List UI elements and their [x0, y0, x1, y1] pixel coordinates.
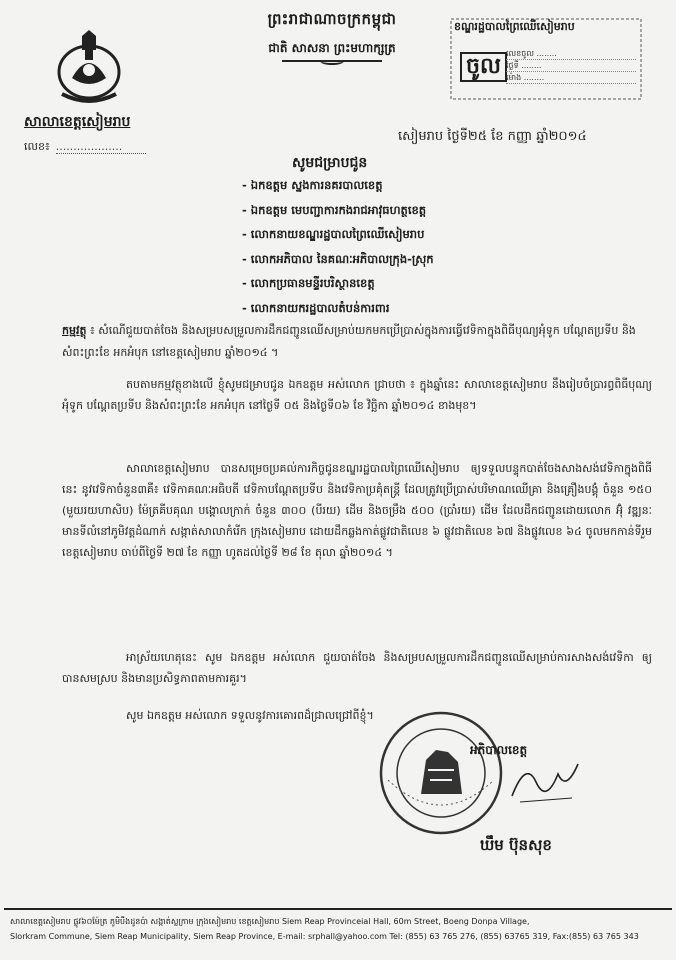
receipt-stamp-field: ម៉ោង ........ [506, 72, 636, 84]
footer-line: សាលាខេត្តសៀមរាប ផ្លូវ៦០ម៉ែត្រ ភូមិបឹងដូនប៉ា សង្កាត់ស្លក្រាម ក្រុងសៀមរាប ខេត្តសៀមរាប Siem Reap Provinceial Hall, 60m Street, Boeng Donpa Village, [10, 917, 530, 926]
recipient-item: - លោកនាយករដ្ឋបាលតំបន់ការពារ [242, 300, 390, 315]
subject-line: កម្មវត្ថុ ៖ សំណើជួយបាត់ចែង និងសម្របសម្រួលការដឹកជញ្ជូនឈើសម្រាប់យកមកប្រើប្រាស់ក្នុងការធ្វើវេទិកាក្នុងពិធីបុណ្យអុំទូក បណ្តែតប្រទីប និងសំពះព្រះខែ អកអំបុក នៅខេត្តសៀមរាប ឆ្នាំ២០១៤ ។ [62, 324, 636, 359]
subject-text: សំណើជួយបាត់ចែង និងសម្របសម្រួលការដឹកជញ្ជូនឈើសម្រាប់យកមកប្រើប្រាស់ក្នុងការធ្វើវេទិកាក្នុងពិធីបុណ្យអុំទូក បណ្តែតប្រទីប និងសំពះព្រះខែ អកអំបុក នៅខេត្តសៀមរាប ឆ្នាំ២០១៤ ។ [62, 324, 636, 359]
recipients-list [242, 174, 434, 321]
receipt-stamp-fields [506, 48, 636, 84]
recipient-item: - លោកប្រធានមន្ទីរបរិស្ថានខេត្ត [242, 276, 375, 290]
subject-label: កម្មវត្ថុ [62, 324, 87, 337]
receipt-stamp-field: ថ្ងៃទី ........ [506, 60, 636, 72]
letter-date: សៀមរាប ថ្ងៃទី២៥ ខែ កញ្ញា ឆ្នាំ២០១៤ [398, 129, 587, 144]
recipient-item: - ឯកឧត្តម ស្នងការនគរបាលខេត្ត [242, 178, 383, 192]
footer-line: Slorkram Commune, Siem Reap Municipality, Siem Reap Province, E-mail: srphall@yahoo.com Tel: (855) 63 765 276, (855) 63765 319, Fax:(855) 63 765 343 [10, 932, 639, 941]
body-paragraph: អាស្រ័យហេតុនេះ សូម ឯកឧត្តម អស់លោក ជួយបាត់ចែង និងសម្របសម្រួលការដឹកជញ្ជូនឈើសម្រាប់ការសាងសង់វេទិកា ឲ្យបានសមស្រប និងមានប្រសិទ្ធភាពតាមការគួរ។ [62, 651, 652, 685]
recipient-item: - លោកអភិបាល នៃគណៈអភិបាលក្រុង-ស្រុក [242, 251, 434, 266]
issuer-name: សាលាខេត្តសៀមរាប [24, 114, 131, 130]
receipt-stamp-label: ចូល [460, 52, 507, 82]
signatory-name: ឃឹម ប៊ុនសុខ [480, 836, 552, 854]
closing-paragraph: សូម ឯកឧត្តម អស់លោក ទទួលនូវការគោរពដ៏ជ្រាលជ្រៅពីខ្ញុំ។ [126, 709, 374, 722]
provincial-emblem [52, 28, 126, 106]
recipients-heading: សូមជម្រាបជូន [292, 155, 368, 171]
body-paragraph: សាលាខេត្តសៀមរាប បានសម្រេចប្រគល់ការកិច្ចជូនខណ្ឌរដ្ឋបាលព្រៃឈើសៀមរាប ឲ្យទទួលបន្ទុកបាត់ចែងសាងសង់វេទិកាក្នុងពិធីនេះ នូវវេទិកាចំនួន៣គឺ៖ វេទិកាគណៈអធិបតី វេទិកាបណ្តែតប្រទីប និងវេទិកាប្រគុំតន្ត្រី ដែលត្រូវប្រើប្រាស់បរិមាណឈើគ្រា និងគ្រឿងបង្គុំ ចំនួន ១៥០ (មួយរយហាសិប) ម៉ែត្រគីបគុណ បង្គោលក្រាក់ ចំនួន ៣០០ (បីរយ) ដើម និងចម្រឹង ៥០០ (ប្រាំរយ) ដើម ដែលដឹកជញ្ជូនដោយលោក អ៊ុំ វឌ្ឍនៈ មានទីលំនៅភូមិវត្តដំណាក់ សង្កាត់សាលាកំរើក ក្រុងសៀមរាប ដោយដឹកឆ្លងកាត់ផ្លូវជាតិលេខ ៦ ផ្លូវជាតិលេខ ៦៧ និងផ្លូវលេខ ៦៤ ចូលមកកាន់ទីរួមខេត្តសៀមរាប ចាប់ពីថ្ងៃទី ២៧ ខែ កញ្ញា ហូតដល់ថ្ងៃទី ២៨ ខែ តុលា ឆ្នាំ២០១៤ ។ [62, 462, 653, 559]
handwritten-signature [506, 752, 586, 812]
recipient-item: - ឯកឧត្តម មេបញ្ជាការកងរាជអាវុធហត្ថខេត្ត [242, 202, 427, 217]
reference-label: លេខ៖ [24, 140, 50, 153]
motto-ornament [282, 60, 382, 62]
body-paragraph: តបតាមកម្មវត្ថុខាងលើ ខ្ញុំសូមជម្រាបជូន ឯកឧត្តម អស់លោក ជ្រាបថា ៖ ក្នុងឆ្នាំនេះ សាលាខេត្តសៀមរាប នឹងរៀបចំប្រារព្ធពិធីបុណ្យអុំទូក បណ្តែតប្រទីប និងសំពះព្រះខែ អកអំបុក នៅថ្ងៃទី ០៥ និងថ្ងៃទី០៦ ខែ វិច្ឆិកា ឆ្នាំ២០១៤ ខាងមុខ។ [62, 378, 652, 412]
kingdom-heading: ព្រះរាជាណាចក្រកម្ពុជា [267, 10, 397, 28]
receipt-stamp-title: ខណ្ឌរដ្ឋបាលព្រៃឈើសៀមរាប [454, 20, 575, 33]
receipt-stamp-field: លេខចូល ........ [506, 48, 636, 60]
signatory-title: អភិបាលខេត្ត [470, 743, 528, 757]
footer-divider [4, 908, 672, 910]
recipient-item: - លោកនាយខណ្ឌរដ្ឋបាលព្រៃឈើសៀមរាប [242, 227, 425, 241]
reference-value: ................... [56, 140, 146, 154]
footer-address [10, 914, 670, 944]
official-seal [378, 710, 504, 836]
reference-number [24, 140, 146, 156]
national-motto: ជាតិ សាសនា ព្រះមហាក្សត្រ [268, 41, 396, 55]
